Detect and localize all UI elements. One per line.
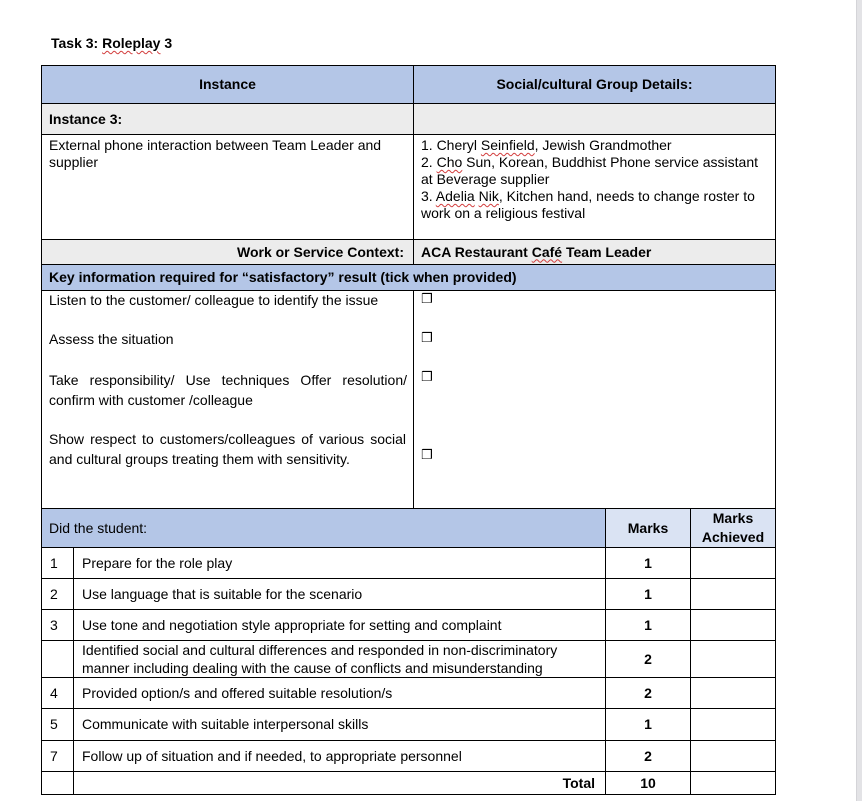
checkbox-icon[interactable]: ❒ [421, 292, 433, 307]
row-marks-achieved-cell[interactable] [690, 640, 776, 678]
header-marks: Marks [605, 508, 691, 548]
title-spellcheck-word: Roleplay [102, 35, 161, 51]
instance-description: External phone interaction between Team Leader and supplier [41, 134, 414, 240]
row-number [41, 640, 74, 678]
row-marks-achieved-cell[interactable] [690, 677, 776, 709]
row-number: 1 [41, 547, 74, 579]
row-number: 7 [41, 740, 74, 772]
header-instance: Instance [41, 65, 414, 104]
row-marks-achieved-cell[interactable] [690, 740, 776, 772]
header-marks-achieved [690, 508, 776, 548]
row-marks-achieved-cell[interactable] [690, 609, 776, 641]
checklist-item-listen: Listen to the customer/ colleague to identify the issue [49, 292, 379, 308]
row-marks: 1 [605, 708, 691, 741]
checkbox-icon[interactable]: ❒ [421, 331, 433, 346]
title-suffix: 3 [160, 35, 173, 51]
row-marks: 1 [605, 609, 691, 641]
instance-label: Instance 3: [41, 103, 414, 135]
total-row-number-empty [41, 771, 74, 795]
total-label: Total [73, 771, 606, 795]
row-marks-achieved-cell[interactable] [690, 578, 776, 610]
group-details-list [413, 134, 776, 240]
row-marks: 2 [605, 677, 691, 709]
header-did-the-student: Did the student: [41, 508, 606, 548]
row-marks: 2 [605, 640, 691, 678]
row-criterion: Identified social and cultural differences and responded in non-discriminatory manner including dealing with the cause of conflicts and misunderstanding [73, 640, 606, 678]
row-number: 3 [41, 609, 74, 641]
instance-label-empty-cell [413, 103, 776, 135]
group-detail-2: 2. Cho Sun, Korean, Buddhist Phone service assistant at Beverage supplier [421, 154, 758, 187]
row-criterion: Follow up of situation and if needed, to appropriate personnel [73, 740, 606, 772]
spellcheck-word: Café [531, 243, 563, 260]
checklist-tick-column [413, 290, 776, 509]
checklist-item-responsibility: Take responsibility/ Use techniques Offer resolution/ confirm with customer /colleague [49, 372, 407, 408]
checklist-item-respect: Show respect to customers/colleagues of various social and cultural groups treating them with sensitivity. [49, 431, 406, 467]
title-prefix: Task 3: [51, 35, 103, 51]
row-marks-achieved-cell[interactable] [690, 547, 776, 579]
row-criterion: Communicate with suitable interpersonal skills [73, 708, 606, 741]
row-criterion: Prepare for the role play [73, 547, 606, 579]
group-detail-1: 1. Cheryl Seinfield, Jewish Grandmother [421, 137, 672, 153]
row-marks: 1 [605, 547, 691, 579]
row-number: 4 [41, 677, 74, 709]
group-detail-3: 3. Adelia Nik, Kitchen hand, needs to change roster to work on a religious festival [421, 188, 755, 221]
row-criterion: Provided option/s and offered suitable resolution/s [73, 677, 606, 709]
checkbox-icon[interactable]: ❒ [421, 448, 433, 463]
total-marks-achieved-cell[interactable] [690, 771, 776, 795]
work-context-value: ACA Restaurant Café Team Leader [413, 239, 776, 265]
spellcheck-word: Adelia [435, 188, 475, 204]
header-marks-achieved-line2: Achieved [701, 529, 765, 545]
row-marks: 1 [605, 578, 691, 610]
task-title [51, 35, 172, 51]
key-info-header: Key information required for “satisfactory” result (tick when provided) [41, 264, 776, 291]
row-criterion: Use language that is suitable for the scenario [73, 578, 606, 610]
spellcheck-word: Nik [478, 188, 499, 204]
work-context-label: Work or Service Context: [41, 239, 414, 265]
spellcheck-word: Seinfield [480, 137, 535, 153]
vertical-scrollbar[interactable] [856, 0, 862, 801]
row-number: 2 [41, 578, 74, 610]
row-criterion: Use tone and negotiation style appropriate for setting and complaint [73, 609, 606, 641]
checkbox-icon[interactable]: ❒ [421, 370, 433, 385]
spellcheck-word: Cho [436, 154, 463, 170]
checklist-item-assess: Assess the situation [49, 331, 174, 347]
total-marks: 10 [605, 771, 691, 795]
row-number: 5 [41, 708, 74, 741]
header-marks-achieved-line1: Marks [712, 510, 754, 526]
row-marks-achieved-cell[interactable] [690, 708, 776, 741]
header-group-details: Social/cultural Group Details: [413, 65, 776, 104]
row-marks: 2 [605, 740, 691, 772]
